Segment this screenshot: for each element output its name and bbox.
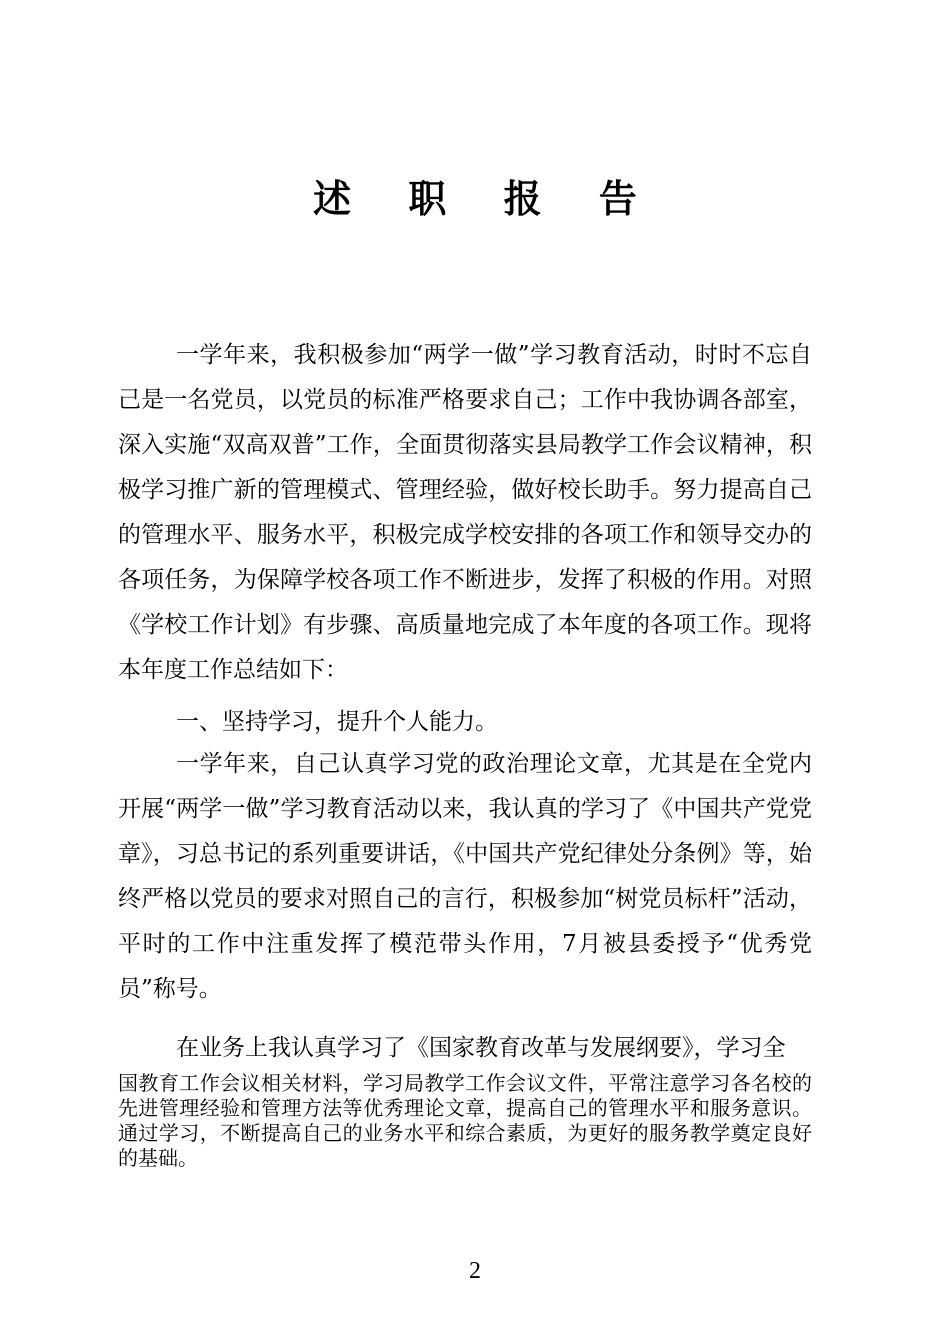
page-number: 2: [469, 1258, 481, 1284]
party-study-paragraph: 一学年来，自己认真学习党的政治理论文章，尤其是在全党内开展“两学一做”学习教育活动以来，我认真的学习了《中国共产党党章》，习总书记的系列重要讲话，《中国共产党纪律处分条例》等，始终严格以党员的要求对照自己的言行，积极参加“树党员标杆”活动，平时的工作中注重发挥了模范带头作用，7月被县委授予“优秀党员”称号。: [118, 751, 812, 1002]
document-title: 述 职 报 告: [313, 177, 659, 222]
business-study-paragraph-continuation: 国教育工作会议相关材料，学习局教学工作会议文件，平常注意学习各名校的先进管理经验和管理方法等优秀理论文章，提高自己的管理水平和服务意识。通过学习，不断提高自己的业务水平和综合素质，为更好的服务教学奠定良好的基础。: [118, 1071, 812, 1170]
intro-paragraph: 一学年来，我积极参加“两学一做”学习教育活动，时时不忘自己是一名党员，以党员的标准严格要求自己；工作中我协调各部室，深入实施“双高双普”工作，全面贯彻落实县局教学工作会议精神，积极学习推广新的管理模式、管理经验，做好校长助手。努力提高自己的管理水平、服务水平，积极完成学校安排的各项工作和领导交办的各项任务，为保障学校各项工作不断进步，发挥了积极的作用。对照《学校工作计划》有步骤、高质量地完成了本年度的各项工作。现将本年度工作总结如下：: [118, 342, 812, 683]
business-study-paragraph-first-line: 在业务上我认真学习了《国家教育改革与发展纲要》，学习全: [176, 1035, 786, 1061]
section-heading-1: 一、坚持学习，提升个人能力。: [176, 709, 498, 735]
